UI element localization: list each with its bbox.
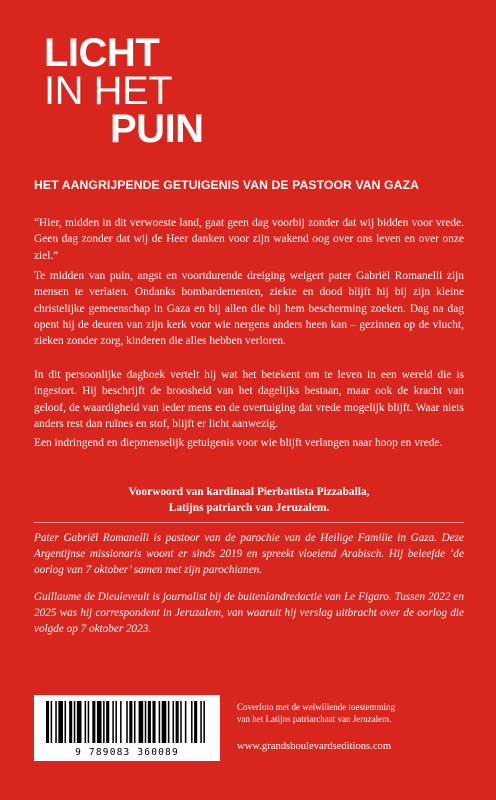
barcode-bar: [129, 701, 132, 743]
barcode-bar: [69, 701, 72, 743]
barcode-bar: [74, 701, 76, 743]
barcode-bar: [58, 701, 63, 743]
barcode-bar: [180, 701, 182, 743]
barcode-bar: [168, 701, 170, 743]
barcode-bars-icon: [46, 701, 208, 743]
title-line-3: PUIN: [110, 107, 204, 151]
barcode-bar: [126, 701, 128, 743]
author-bio-dieuleveult: Guillaume de Dieuleveult is journalist bij de buitenlandredactie van Le Figaro. Tussen 2022 en 2025 was hij correspondent in Jeruzalem, van waaruit hij verslag uitbracht over de oorlog die volgde op 7 oktober 2023.: [34, 591, 464, 635]
divider-line: [34, 522, 464, 523]
barcode-bar: [51, 701, 53, 743]
credit-line-1: Coverfoto met de welwillende toestemming: [237, 702, 395, 712]
barcode-bar: [176, 701, 179, 743]
barcode-bar: [55, 701, 57, 743]
foreword-credit: [34, 484, 464, 517]
barcode-bar: [185, 701, 187, 743]
opening-quote: “Hier, midden in dit verwoeste land, gaat geen dag voorbij zonder dat wij bidden voor vrede. Geen dag zonder dat wij de Heer danken voor zijn wakend oog over ons leven en over onze ziel.”: [34, 217, 464, 262]
barcode-bar: [115, 701, 117, 743]
barcode-bar: [203, 701, 205, 743]
book-title: [44, 31, 204, 151]
blurb-paragraph-2: In dit persoonlijke dagboek vertelt hij wat het betekent om te leven in een wereld die is ingestort. Hij beschrijft de broosheid van het dagelijks bestaan, maar ook de kracht van geloof, de waardigheid van ieder mens en de overtuiging dat vrede mogelijk blijft. Waar niets anders rest dan ruïnes en stof, blijft er licht aanwezig.: [34, 369, 464, 430]
credit-line-2: van het Latijns patriarchaat van Jeruzalem.: [237, 714, 392, 724]
barcode-bar: [191, 701, 193, 743]
barcode-bar: [85, 701, 87, 743]
barcode-bar: [200, 701, 202, 743]
isbn-number: 9 789083 360089: [75, 747, 179, 758]
barcode-bar: [194, 701, 197, 743]
barcode-bar: [77, 701, 82, 743]
barcode-bar: [134, 701, 136, 743]
subtitle: HET AANGRIJPENDE GETUIGENIS VAN DE PASTOOR VAN GAZA: [34, 178, 419, 192]
cover-photo-credit: [237, 701, 477, 725]
barcode-bar: [92, 701, 95, 743]
author-bio-romanelli: Pater Gabriël Romanelli is pastoor van de parochie van de Heilige Familie in Gaza. Deze Argentijnse missionaris woont er sinds 2019 en spreekt vloeiend Arabisch. Hij beleefde ‘de oorlog van 7 oktober’ samen met zijn parochianen.: [34, 532, 464, 576]
foreword-line-2: Latijns patriarch van Jeruzalem.: [168, 502, 330, 515]
barcode-bar: [103, 701, 105, 743]
barcode-bar: [145, 701, 147, 743]
blurb-paragraph-3: Een indringend en diepmenselijk getuigenis voor wie blijft verlangen naar hoop en vrede.: [34, 437, 443, 449]
barcode-bar: [65, 701, 67, 743]
barcode-bar: [173, 701, 175, 743]
barcode-bar: [139, 701, 144, 743]
isbn-barcode: [34, 695, 220, 761]
title-line-1: LICHT: [44, 31, 160, 75]
barcode-bar: [112, 701, 114, 743]
barcode-bar: [46, 701, 49, 743]
publisher-website: www.grandsboulevardseditions.com: [237, 741, 392, 752]
foreword-line-1: Voorwoord van kardinaal Pierbattista Pizzaballa,: [128, 486, 370, 498]
barcode-bar: [162, 701, 167, 743]
blurb-paragraph-1: Te midden van puin, angst en voortdurende dreiging weigert pater Gabriël Romanelli zijn mensen te verlaten. Ondanks bombardementen, ziekte en dood blijft hij bij zijn kleine christelijke gemeenschap in Gaza en bij allen die bij hem bescherming zoeken. Dag na dag opent hij de deuren van zijn kerk voor wie nergens anders heen kan – gezinnen op de vlucht, zieken zonder zorg, kinderen die alles hebben verloren.: [34, 270, 464, 348]
barcode-bar: [152, 701, 155, 743]
barcode-bar: [106, 701, 109, 743]
barcode-bar: [88, 701, 90, 743]
barcode-bar: [159, 701, 161, 743]
barcode-bar: [148, 701, 151, 743]
barcode-bar: [97, 701, 102, 743]
barcode-bar: [120, 701, 122, 743]
title-line-2: IN HET: [44, 69, 173, 113]
